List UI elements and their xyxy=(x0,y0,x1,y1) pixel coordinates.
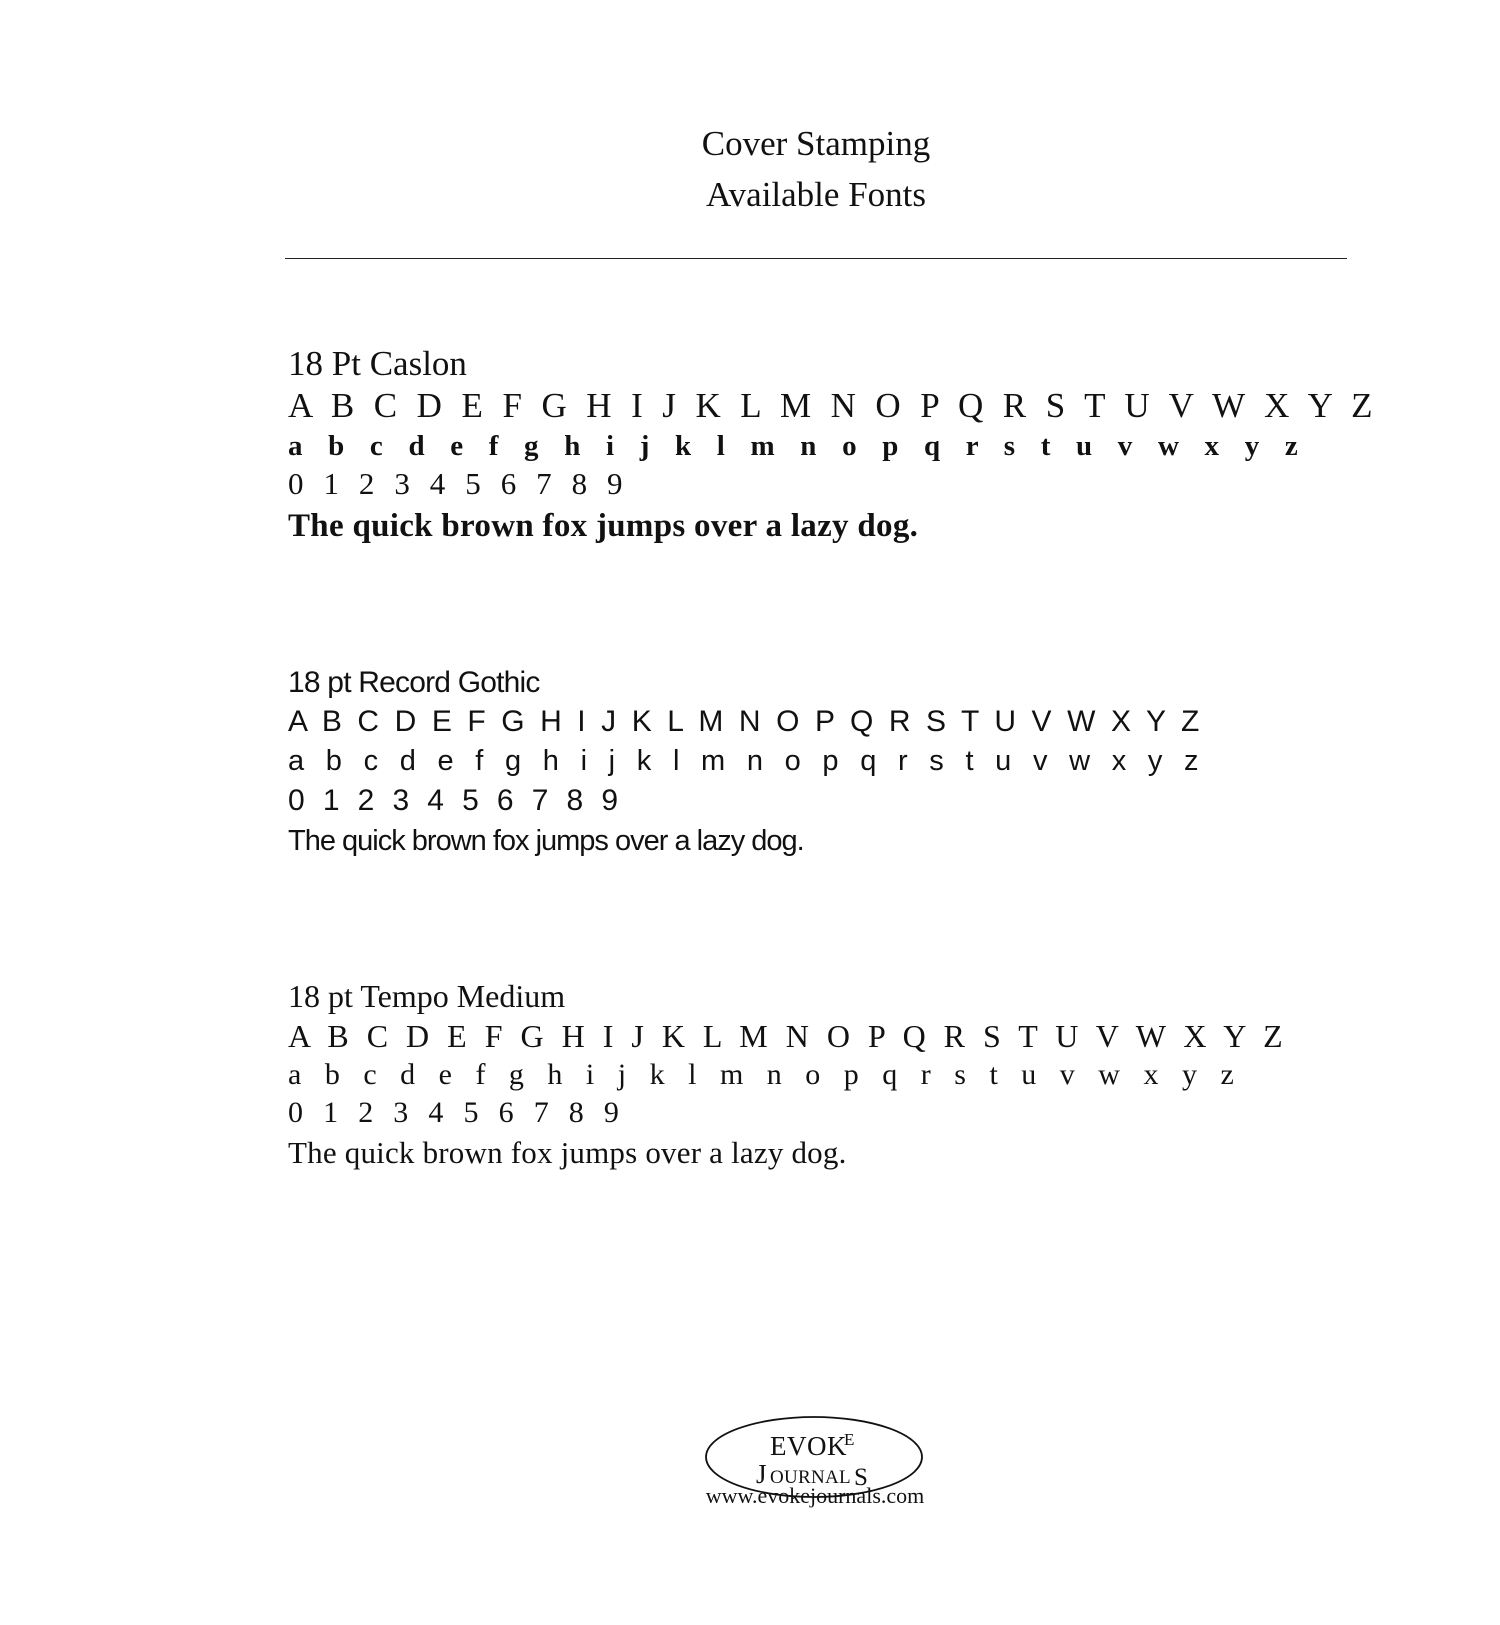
font-sample-digits: 0 1 2 3 4 5 6 7 8 9 xyxy=(288,784,623,817)
font-sample-lowercase: a b c d e f g h i j k l m n o p q r s t u v w x y z xyxy=(288,745,1206,777)
font-sample-pangram: The quick brown fox jumps over a lazy dog. xyxy=(288,508,919,544)
page-subtitle: Available Fonts xyxy=(705,175,926,214)
svg-text:J: J xyxy=(756,1459,767,1489)
font-sample-lowercase: a b c d e f g h i j k l m n o p q r s t u v w x y z xyxy=(288,430,1307,462)
svg-text:EVOK: EVOK xyxy=(770,1431,847,1461)
font-sample-pangram: The quick brown fox jumps over a lazy dog. xyxy=(288,1135,847,1170)
font-sample-title: 18 pt Tempo Medium xyxy=(288,978,566,1014)
font-sample-digits: 0 1 2 3 4 5 6 7 8 9 xyxy=(288,466,629,501)
font-sample-caslon xyxy=(288,343,1378,549)
font-sample-record-gothic xyxy=(288,664,1205,861)
header-divider xyxy=(285,258,1347,259)
font-sample-title: 18 pt Record Gothic xyxy=(288,666,540,699)
font-sample-uppercase: A B C D E F G H I J K L M N O P Q R S T U V W X Y Z xyxy=(288,1018,1288,1054)
svg-text:E: E xyxy=(844,1430,855,1449)
font-sample-title: 18 Pt Caslon xyxy=(288,344,467,383)
page-title: Cover Stamping xyxy=(701,124,931,163)
font-sample-uppercase: A B C D E F G H I J K L M N O P Q R S T U V W X Y Z xyxy=(288,386,1378,425)
page-header xyxy=(0,118,1500,220)
font-sample-tempo-medium xyxy=(288,976,1288,1174)
font-sample-digits: 0 1 2 3 4 5 6 7 8 9 xyxy=(288,1096,626,1129)
font-sample-lowercase: a b c d e f g h i j k l m n o p q r s t u v w x y z xyxy=(288,1058,1242,1091)
svg-text:S: S xyxy=(854,1464,868,1491)
font-sample-uppercase: A B C D E F G H I J K L M N O P Q R S T U V W X Y Z xyxy=(288,705,1203,738)
svg-text:OURNAL: OURNAL xyxy=(770,1467,851,1488)
font-sample-pangram: The quick brown fox jumps over a lazy dog. xyxy=(288,825,804,857)
website-url: www.evokejournals.com xyxy=(705,1483,925,1508)
